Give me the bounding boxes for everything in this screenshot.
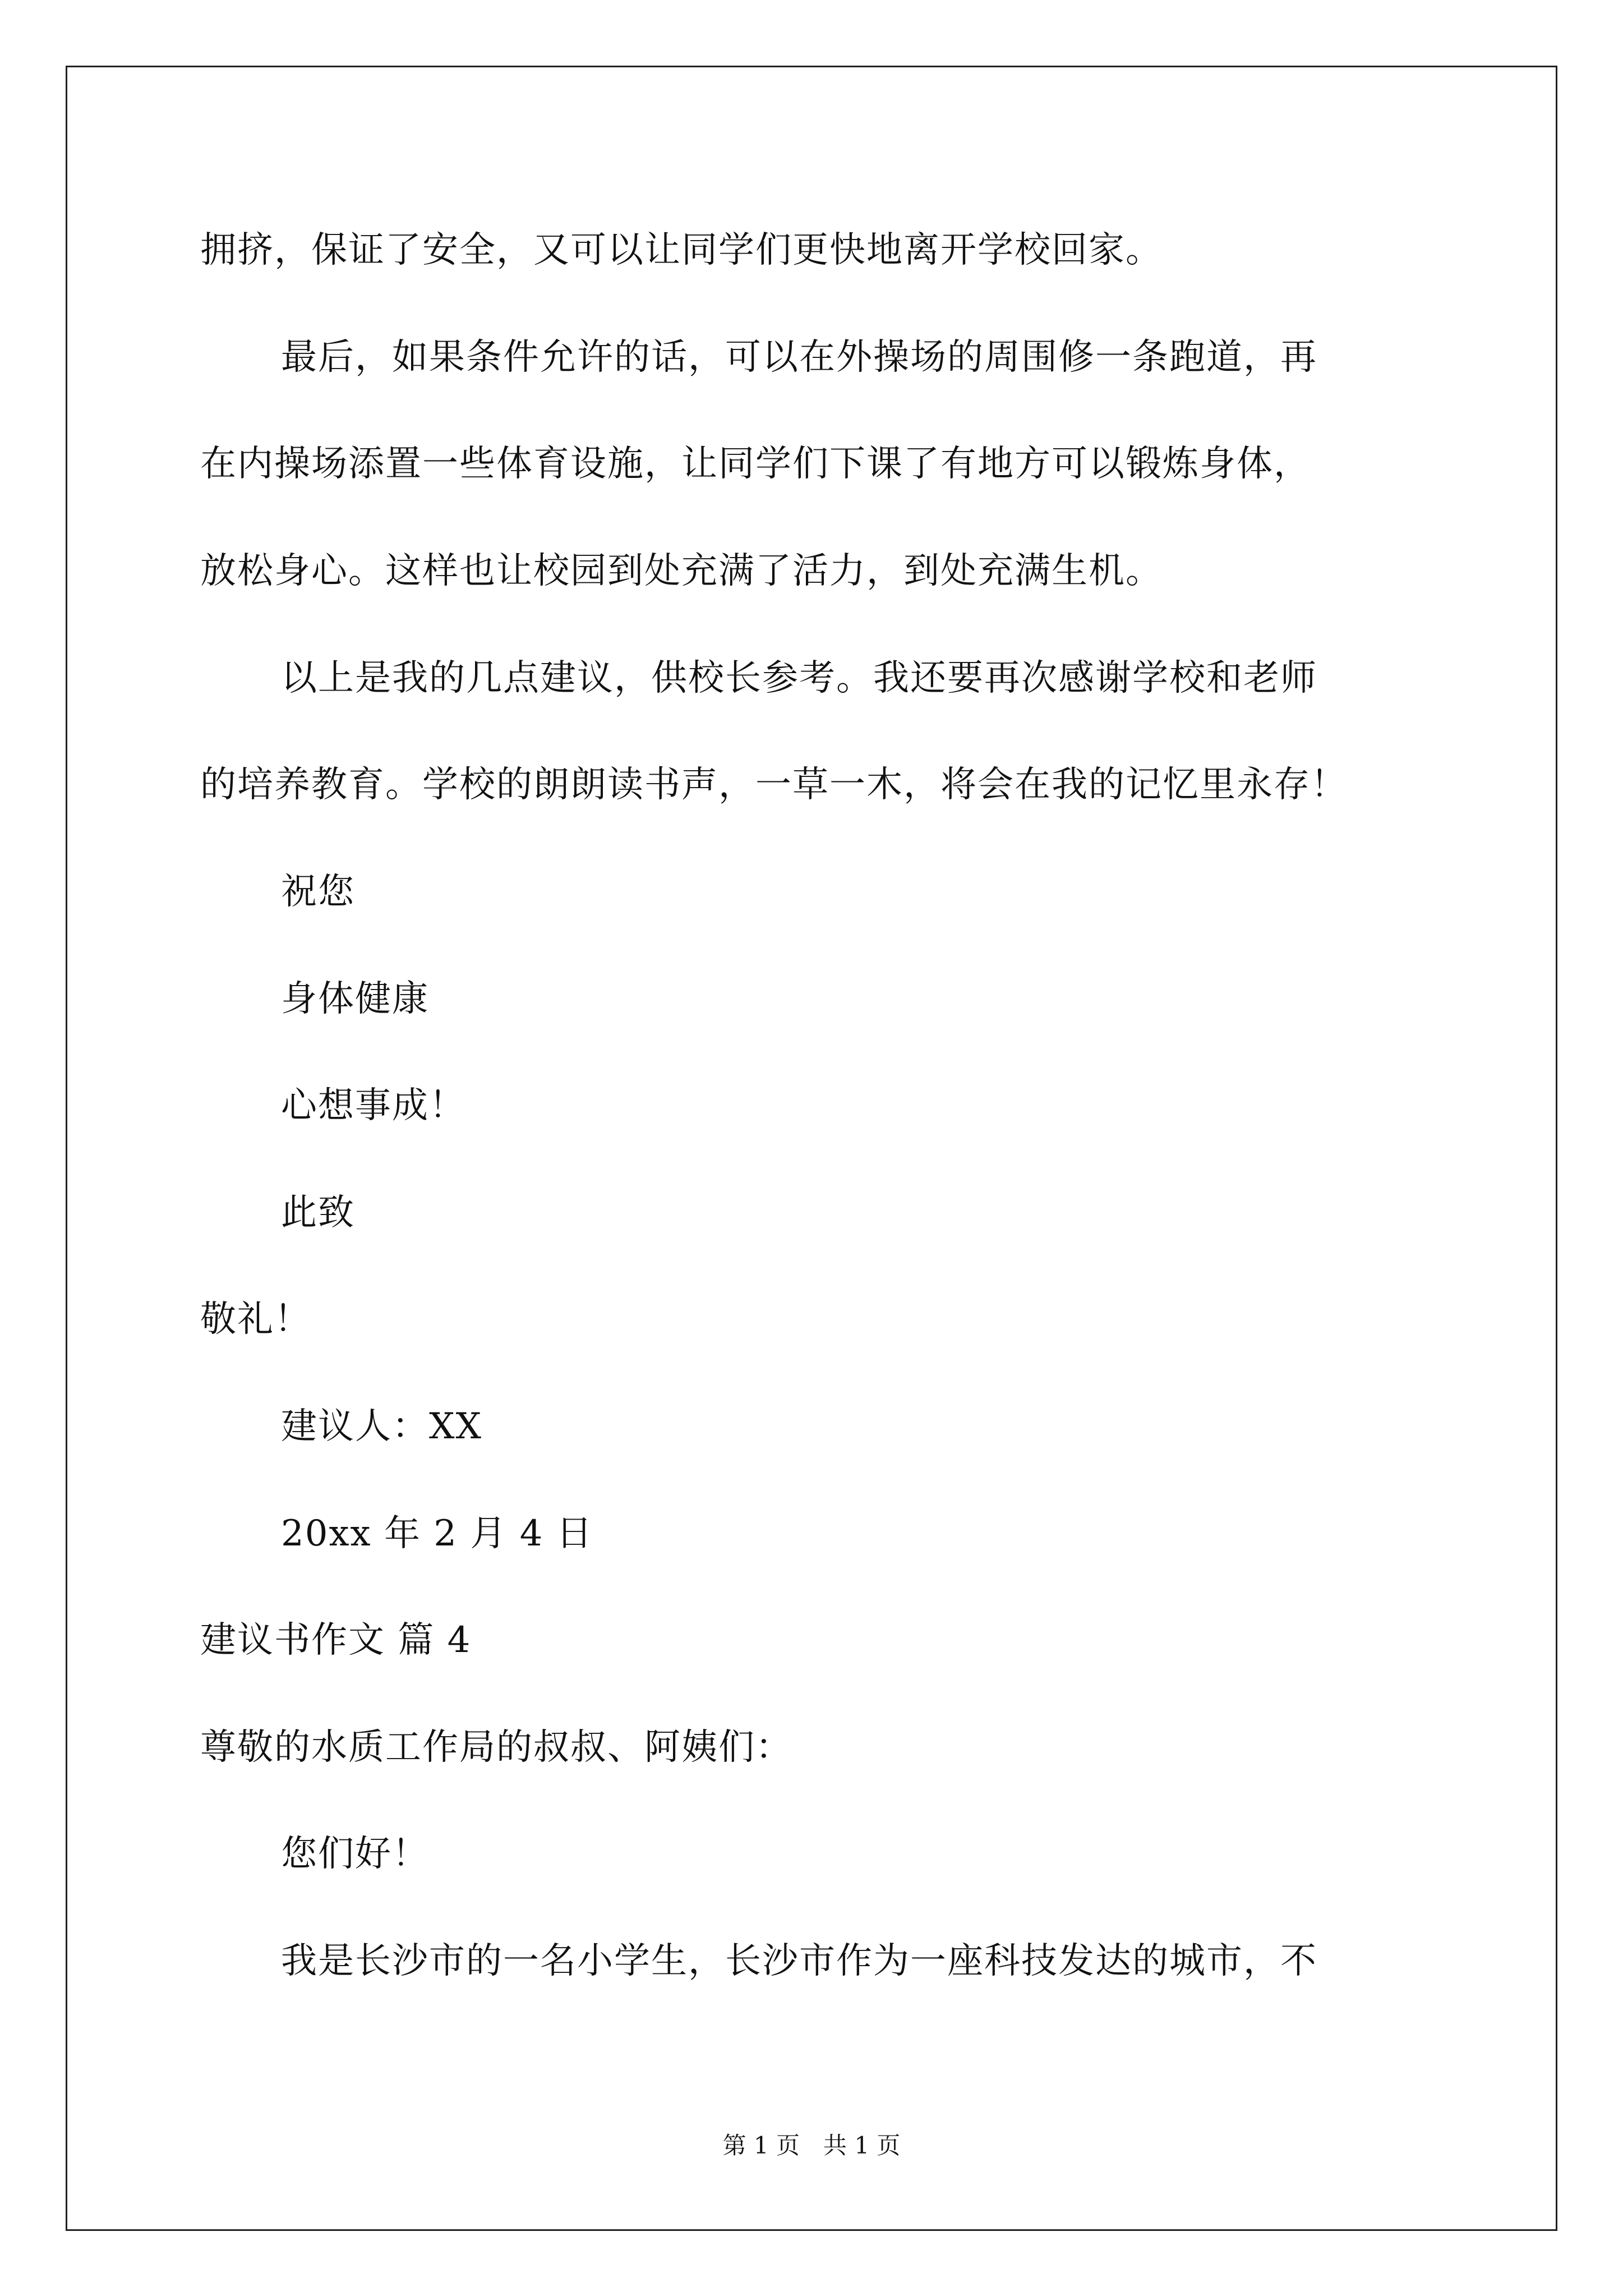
paragraph-line-5: 以上是我的几点建议，供校长参考。我还要再次感谢学校和老师	[281, 657, 1317, 699]
paragraph-line-3: 在内操场添置一些体育设施，让同学们下课了有地方可以锻炼身体，	[200, 443, 1311, 485]
closing-wish-line: 祝您	[281, 871, 355, 913]
section-heading: 建议书作文 篇 4	[200, 1619, 472, 1661]
paragraph-line-1: 拥挤，保证了安全，又可以让同学们更快地离开学校回家。	[200, 229, 1163, 271]
paragraph-line-2: 最后，如果条件允许的话，可以在外操场的周围修一条跑道，再	[281, 337, 1317, 378]
closing-zhizhi-line: 此致	[281, 1192, 355, 1234]
closing-health-line: 身体健康	[281, 978, 429, 1020]
closing-salute-line: 敬礼！	[200, 1299, 311, 1340]
salutation-line: 尊敬的水质工作局的叔叔、阿姨们：	[200, 1727, 792, 1768]
paragraph-line-17: 我是长沙市的一名小学生，长沙市作为一座科技发达的城市，不	[281, 1940, 1317, 1982]
greeting-line: 您们好！	[281, 1833, 429, 1875]
signature-date-line: 20xx 年 2 月 4 日	[281, 1513, 593, 1554]
paragraph-line-6: 的培养教育。学校的朗朗读书声，一草一木，将会在我的记忆里永存！	[200, 764, 1348, 806]
closing-success-line: 心想事成！	[281, 1085, 466, 1126]
signature-author-line: 建议人：XX	[281, 1406, 483, 1447]
paragraph-line-4: 放松身心。这样也让校园到处充满了活力，到处充满生机。	[200, 550, 1163, 592]
page-footer: 第 1 页 共 1 页	[722, 2132, 901, 2159]
page-border	[66, 66, 1557, 2231]
